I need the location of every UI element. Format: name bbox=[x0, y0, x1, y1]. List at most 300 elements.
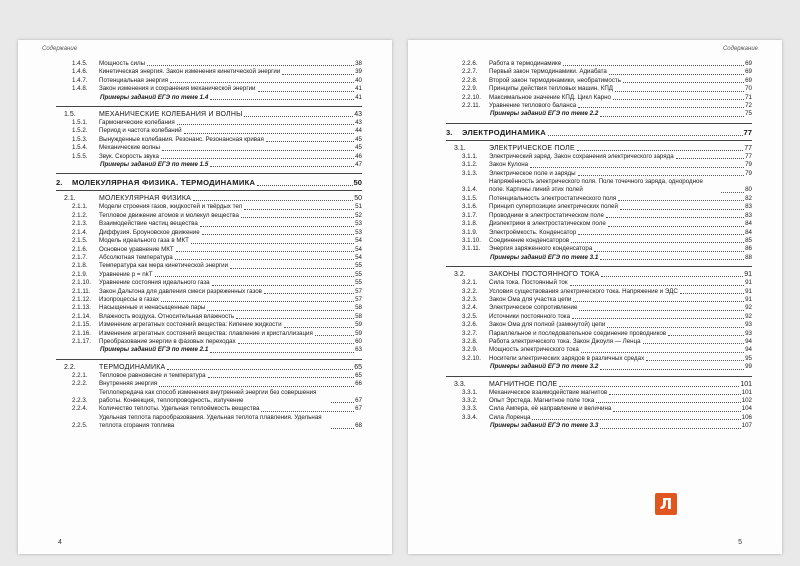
entry-title: Закон Ома для участка цепи bbox=[489, 295, 572, 303]
entry-page: 66 bbox=[355, 380, 362, 388]
entry-title: Кинетическая энергия. Закон изменения кинетической энергии bbox=[99, 68, 281, 76]
entry-number: 3.3.4. bbox=[462, 413, 478, 421]
section-divider bbox=[446, 123, 752, 124]
entry-title: МАГНИТНОЕ ПОЛЕ bbox=[489, 380, 558, 388]
toc-entry[interactable] bbox=[56, 296, 362, 304]
dot-leader bbox=[210, 352, 354, 353]
entry-number: 2.2. bbox=[64, 363, 76, 371]
entry-number: 2.1.1. bbox=[72, 203, 88, 211]
entry-page: 58 bbox=[355, 304, 362, 312]
toc-entry[interactable] bbox=[56, 136, 362, 144]
entry-number: 2.1.2. bbox=[72, 211, 88, 219]
entry-number: 3.1.4. bbox=[462, 186, 478, 194]
entry-title: Диэлектрики в электростатическом поле bbox=[489, 220, 606, 228]
dot-leader bbox=[170, 82, 354, 83]
entry-number: 1.5.3. bbox=[72, 135, 88, 143]
entry-number: 3.3. bbox=[454, 380, 466, 388]
toc-entry[interactable] bbox=[56, 262, 362, 270]
dot-leader bbox=[193, 200, 353, 201]
dot-leader bbox=[175, 259, 354, 260]
entry-page: 72 bbox=[745, 102, 752, 110]
dot-leader bbox=[284, 327, 355, 328]
entry-page: 57 bbox=[355, 295, 362, 303]
entry-number: 3.1.1. bbox=[462, 152, 478, 160]
toc-entry[interactable] bbox=[56, 414, 362, 431]
entry-number: 2.1.16. bbox=[72, 329, 91, 337]
toc-chapter[interactable] bbox=[446, 128, 752, 138]
toc-entry[interactable] bbox=[446, 178, 752, 195]
dot-leader bbox=[578, 234, 744, 235]
toc-entry[interactable] bbox=[56, 127, 362, 135]
dot-leader bbox=[200, 226, 354, 227]
entry-title: Максимальное значение КПД. Цикл Карно bbox=[489, 93, 611, 101]
toc-entry[interactable] bbox=[446, 414, 752, 422]
entry-title: Примеры заданий ЕГЭ по теме 1.4 bbox=[100, 93, 209, 101]
toc-examples[interactable] bbox=[56, 161, 362, 169]
toc-entry[interactable] bbox=[56, 119, 362, 127]
dot-leader bbox=[609, 74, 744, 75]
entry-number: 3.2.8. bbox=[462, 337, 478, 345]
entry-title: Принципы действия тепловых машин. КПД bbox=[489, 85, 613, 93]
entry-number: 2.1.15. bbox=[72, 321, 91, 329]
entry-title: МОЛЕКУЛЯРНАЯ ФИЗИКА. ТЕРМОДИНАМИКА bbox=[72, 178, 256, 188]
entry-number: 1.5.4. bbox=[72, 144, 88, 152]
entry-title: Потенциальность электростатического поля bbox=[489, 194, 617, 202]
dot-leader bbox=[680, 293, 744, 294]
dot-leader bbox=[609, 394, 740, 395]
dot-leader bbox=[623, 82, 744, 83]
toc-entry[interactable] bbox=[56, 313, 362, 321]
entry-page: 46 bbox=[355, 152, 362, 160]
toc-entry[interactable] bbox=[56, 279, 362, 287]
entry-page: 44 bbox=[355, 127, 362, 135]
entry-page: 67 bbox=[355, 397, 362, 404]
toc-entry[interactable] bbox=[446, 296, 752, 304]
toc-entry[interactable] bbox=[56, 321, 362, 329]
entry-title: ЭЛЕКТРОДИНАМИКА bbox=[462, 127, 546, 137]
entry-page: 55 bbox=[355, 262, 362, 270]
entry-number: 3.2.7. bbox=[462, 329, 478, 337]
entry-page: 94 bbox=[745, 346, 752, 354]
entry-title: Электрический заряд. Закон сохранения электрического заряда bbox=[489, 152, 674, 160]
entry-title: Мощность силы bbox=[99, 60, 146, 67]
toc-entry[interactable] bbox=[446, 288, 752, 296]
toc-examples[interactable] bbox=[446, 110, 752, 118]
dot-leader bbox=[615, 91, 744, 92]
entry-number: 2.1.17. bbox=[72, 337, 91, 345]
entry-title: Потенциальная энергия bbox=[99, 76, 169, 84]
entry-page: 79 bbox=[745, 169, 752, 177]
entry-page: 45 bbox=[355, 135, 362, 143]
dot-leader bbox=[721, 192, 744, 193]
toc-entry[interactable] bbox=[446, 220, 752, 228]
entry-title: Примеры заданий ЕГЭ по теме 3.2 bbox=[490, 363, 599, 371]
entry-title: Удельная теплота парообразования. Удельная теплота плавления. Удельная теплота сгорания топлива bbox=[99, 413, 322, 430]
toc-section[interactable] bbox=[56, 194, 362, 203]
toc-entry[interactable] bbox=[446, 102, 752, 110]
dot-leader bbox=[596, 402, 740, 403]
dot-leader bbox=[159, 386, 354, 387]
dot-leader bbox=[258, 91, 355, 92]
toc-entry[interactable] bbox=[446, 195, 752, 203]
entry-title: Звук. Скорость звука bbox=[99, 152, 159, 160]
entry-number: 2.1.3. bbox=[72, 220, 88, 228]
entry-number: 3.2.10. bbox=[462, 354, 481, 362]
entry-number: 2.1.10. bbox=[72, 279, 91, 287]
entry-page: 41 bbox=[355, 93, 362, 101]
entry-page: 51 bbox=[355, 203, 362, 211]
entry-title: Внутренняя энергия bbox=[99, 380, 158, 388]
entry-page: 92 bbox=[745, 312, 752, 320]
running-head: Содержание bbox=[42, 46, 78, 52]
entry-title: Теплопередача как способ изменения внутренней энергии без совершения работы. Конвекция, теплопроводность, излучение bbox=[99, 388, 317, 404]
toc-entry[interactable] bbox=[446, 397, 752, 405]
entry-page: 84 bbox=[745, 220, 752, 228]
entry-page: 83 bbox=[745, 211, 752, 219]
toc-entry[interactable] bbox=[446, 153, 752, 161]
entry-page: 60 bbox=[355, 337, 362, 345]
entry-title: Модели строения газов, жидкостей и твёрдых тел bbox=[99, 203, 243, 211]
toc-entry[interactable] bbox=[446, 229, 752, 237]
entry-number: 2.1.7. bbox=[72, 253, 88, 261]
toc-entry[interactable] bbox=[56, 372, 362, 380]
entry-page: 77 bbox=[743, 127, 752, 137]
entry-number: 1.4.7. bbox=[72, 76, 88, 84]
entry-title: Соединение конденсаторов bbox=[489, 236, 570, 244]
entry-number: 2.1.5. bbox=[72, 237, 88, 245]
entry-title: Уравнение p = nkT bbox=[99, 270, 153, 278]
dot-leader bbox=[571, 242, 744, 243]
entry-title: Электрическое сопротивление bbox=[489, 304, 578, 312]
toc-examples[interactable] bbox=[446, 422, 752, 430]
dot-leader bbox=[559, 386, 739, 387]
entry-number: 2.2.3. bbox=[72, 397, 88, 404]
entry-number: 3.3.1. bbox=[462, 388, 478, 396]
entry-number: 1.5.1. bbox=[72, 119, 88, 127]
entry-title: Изопроцессы в газах bbox=[99, 295, 160, 303]
entry-page: 91 bbox=[745, 279, 752, 287]
entry-number: 3.1.9. bbox=[462, 228, 478, 236]
entry-title: Сила Ампера, её направление и величина bbox=[489, 405, 612, 413]
dot-leader bbox=[578, 107, 744, 108]
toc-entry[interactable] bbox=[56, 68, 362, 76]
entry-title: Напряжённость электрического поля. Поле точечного заряда, однородное поле. Картины линий этих полей bbox=[489, 178, 703, 194]
entry-title: Изменение агрегатных состояний вещества: Кипение жидкости bbox=[99, 321, 282, 329]
toc-entry[interactable] bbox=[446, 321, 752, 329]
entry-title: Основное уравнение МКТ bbox=[99, 245, 174, 253]
entry-number: 3.2.4. bbox=[462, 304, 478, 312]
entry-page: 91 bbox=[744, 271, 752, 279]
dot-leader bbox=[202, 234, 354, 235]
entry-title: Примеры заданий ЕГЭ по теме 1.5 bbox=[100, 161, 209, 169]
toc-entry[interactable] bbox=[56, 85, 362, 93]
dot-leader bbox=[315, 335, 354, 336]
entry-page: 102 bbox=[741, 397, 752, 404]
entry-number: 2.1.12. bbox=[72, 295, 91, 303]
entry-title: Уравнение теплового баланса bbox=[489, 102, 577, 110]
entry-page: 79 bbox=[745, 161, 752, 169]
section-divider bbox=[446, 376, 752, 377]
entry-title: Закон Ома для полной (замкнутой) цепи bbox=[489, 321, 606, 329]
entry-page: 59 bbox=[355, 321, 362, 329]
toc-entry[interactable] bbox=[446, 304, 752, 312]
entry-number: 2.1.11. bbox=[72, 287, 91, 295]
entry-page: 53 bbox=[355, 228, 362, 236]
dot-leader bbox=[244, 116, 353, 117]
toc-entry[interactable] bbox=[446, 346, 752, 354]
toc-entry[interactable] bbox=[56, 220, 362, 228]
toc-entry[interactable] bbox=[56, 271, 362, 279]
entry-page: 59 bbox=[355, 329, 362, 337]
entry-title: Примеры заданий ЕГЭ по теме 2.2 bbox=[490, 110, 599, 118]
entry-page: 39 bbox=[355, 68, 362, 76]
toc-entry[interactable] bbox=[446, 279, 752, 287]
entry-title: Закон Кулона bbox=[489, 161, 529, 169]
entry-title: Тепловое равновесие и температура bbox=[99, 371, 206, 379]
dot-leader bbox=[161, 158, 354, 159]
dot-leader bbox=[530, 167, 744, 168]
dot-leader bbox=[613, 99, 744, 100]
entry-number: 3.2.3. bbox=[462, 295, 478, 303]
toc-entry[interactable] bbox=[56, 229, 362, 237]
entry-title: Температура как мера кинетической энергии bbox=[99, 262, 229, 270]
entry-page: 54 bbox=[355, 253, 362, 261]
entry-title: Мощность электрического тока bbox=[489, 346, 579, 354]
entry-page: 67 bbox=[355, 405, 362, 413]
toc-entry[interactable] bbox=[446, 212, 752, 220]
entry-title: Гармонические колебания bbox=[99, 119, 175, 127]
dot-leader bbox=[573, 301, 744, 302]
entry-title: МЕХАНИЧЕСКИЕ КОЛЕБАНИЯ И ВОЛНЫ bbox=[99, 111, 243, 119]
dot-leader bbox=[601, 276, 743, 277]
entry-page: 91 bbox=[745, 295, 752, 303]
entry-page: 52 bbox=[355, 211, 362, 219]
entry-title: Изменение агрегатных состояний вещества: плавление и кристаллизация bbox=[99, 329, 313, 337]
toc-entry[interactable] bbox=[446, 161, 752, 169]
toc-entry[interactable] bbox=[446, 94, 752, 102]
entry-number: 3.1.10. bbox=[462, 236, 481, 244]
entry-title: Источники постоянного тока bbox=[489, 312, 571, 320]
entry-title: Примеры заданий ЕГЭ по теме 2.1 bbox=[100, 346, 209, 354]
dot-leader bbox=[238, 343, 354, 344]
dot-leader bbox=[177, 124, 354, 125]
dot-leader bbox=[266, 141, 354, 142]
dot-leader bbox=[331, 428, 354, 429]
toc-entry[interactable] bbox=[446, 85, 752, 93]
dot-leader bbox=[331, 402, 354, 403]
entry-title: Электроёмкость. Конденсатор bbox=[489, 228, 577, 236]
entry-number: 3.2.2. bbox=[462, 287, 478, 295]
toc-entry[interactable] bbox=[56, 389, 362, 406]
toc-entry[interactable] bbox=[56, 77, 362, 85]
toc-entry[interactable] bbox=[446, 245, 752, 253]
toc-entry[interactable] bbox=[446, 338, 752, 346]
dot-leader bbox=[600, 428, 740, 429]
entry-title: Тепловое движение атомов и молекул вещества bbox=[99, 211, 239, 219]
toc-entry[interactable] bbox=[446, 203, 752, 211]
entry-number: 3.2.5. bbox=[462, 312, 478, 320]
toc-entry[interactable] bbox=[56, 246, 362, 254]
dot-leader bbox=[230, 268, 354, 269]
entry-number: 2.2.10. bbox=[462, 93, 481, 101]
entry-page: 43 bbox=[355, 119, 362, 127]
toc-entry[interactable] bbox=[56, 330, 362, 338]
dot-leader bbox=[161, 301, 354, 302]
entry-page: 101 bbox=[741, 388, 752, 396]
publisher-logo-icon: Л bbox=[655, 493, 677, 515]
entry-title: Работа электрического тока. Закон Джоуля — Ленца bbox=[489, 337, 641, 345]
toc-entry[interactable] bbox=[446, 60, 752, 68]
dot-leader bbox=[184, 133, 355, 134]
toc-entry[interactable] bbox=[56, 304, 362, 312]
entry-number: 2.2.9. bbox=[462, 85, 478, 93]
dot-leader bbox=[176, 251, 354, 252]
toc-examples[interactable] bbox=[56, 346, 362, 354]
entry-page: 88 bbox=[745, 253, 752, 261]
entry-page: 50 bbox=[354, 195, 362, 203]
dot-leader bbox=[579, 310, 744, 311]
entry-title: Условия существования электрического тока. Напряжение и ЭДС bbox=[489, 287, 678, 295]
toc-entry[interactable] bbox=[446, 237, 752, 245]
toc-entry[interactable] bbox=[56, 288, 362, 296]
section-divider bbox=[446, 266, 752, 267]
entry-page: 69 bbox=[745, 60, 752, 67]
entry-page: 95 bbox=[745, 354, 752, 362]
toc-entry[interactable] bbox=[446, 68, 752, 76]
toc-examples[interactable] bbox=[446, 363, 752, 371]
entry-page: 104 bbox=[741, 405, 752, 413]
dot-leader bbox=[620, 209, 744, 210]
entry-page: 55 bbox=[355, 270, 362, 278]
entry-page: 58 bbox=[355, 312, 362, 320]
entry-title: Закон изменения и сохранения механической энергии bbox=[99, 85, 256, 93]
toc-section[interactable] bbox=[446, 270, 752, 279]
entry-number: 2.1.13. bbox=[72, 304, 91, 312]
entry-page: 77 bbox=[744, 144, 752, 152]
entry-page: 54 bbox=[355, 245, 362, 253]
entry-page: 86 bbox=[745, 245, 752, 253]
toc-entry[interactable] bbox=[56, 338, 362, 346]
entry-number: 3.1.7. bbox=[462, 211, 478, 219]
entry-number: 2.2.11. bbox=[462, 102, 481, 110]
dot-leader bbox=[594, 251, 744, 252]
entry-title: Второй закон термодинамики, необратимость bbox=[489, 76, 621, 84]
entry-title: Принцип суперпозиции электрических полей bbox=[489, 203, 618, 211]
toc-entry[interactable] bbox=[446, 405, 752, 413]
entry-number: 2.1. bbox=[64, 195, 76, 203]
entry-title: ЗАКОНЫ ПОСТОЯННОГО ТОКА bbox=[489, 271, 600, 279]
entry-title: Опыт Эрстеда. Магнитное поле тока bbox=[489, 397, 595, 404]
toc-entry[interactable] bbox=[446, 330, 752, 338]
toc-entry[interactable] bbox=[56, 203, 362, 211]
dot-leader bbox=[236, 318, 354, 319]
entry-page: 70 bbox=[745, 85, 752, 93]
entry-number: 2.2.7. bbox=[462, 68, 478, 76]
entry-title: Первый закон термодинамики. Адиабата bbox=[489, 68, 607, 76]
dot-leader bbox=[155, 276, 355, 277]
dot-leader bbox=[606, 217, 744, 218]
entry-title: Диффузия. Броуновское движение bbox=[99, 228, 200, 236]
entry-number: 3.3.2. bbox=[462, 397, 478, 404]
entry-title: Насыщенные и ненасыщенные пары bbox=[99, 304, 206, 312]
dot-leader bbox=[162, 150, 354, 151]
entry-number: 1.4.5. bbox=[72, 60, 88, 67]
entry-page: 84 bbox=[745, 228, 752, 236]
dot-leader bbox=[668, 335, 744, 336]
dot-leader bbox=[578, 175, 745, 176]
toc-entry[interactable] bbox=[446, 389, 752, 397]
toc-entry[interactable] bbox=[56, 237, 362, 245]
dot-leader bbox=[577, 150, 743, 151]
entry-page: 47 bbox=[355, 161, 362, 169]
entry-page: 83 bbox=[745, 203, 752, 211]
dot-leader bbox=[191, 243, 354, 244]
entry-page: 85 bbox=[745, 236, 752, 244]
toc-entry[interactable] bbox=[56, 153, 362, 161]
dot-leader bbox=[676, 158, 744, 159]
entry-page: 93 bbox=[745, 321, 752, 329]
entry-page: 65 bbox=[355, 371, 362, 379]
entry-title: Модель идеального газа в МКТ bbox=[99, 237, 189, 245]
dot-leader bbox=[212, 285, 355, 286]
toc-section[interactable] bbox=[446, 380, 752, 389]
toc-entry[interactable] bbox=[56, 380, 362, 388]
toc-chapter[interactable] bbox=[56, 178, 362, 188]
toc-entry[interactable] bbox=[56, 60, 362, 68]
dot-leader bbox=[264, 293, 354, 294]
toc-section[interactable] bbox=[446, 144, 752, 153]
toc-entry[interactable] bbox=[446, 170, 752, 178]
entry-title: Электрическое поле и заряды bbox=[489, 169, 576, 177]
entry-number: 2.2.6. bbox=[462, 60, 478, 67]
entry-number: 2.1.9. bbox=[72, 270, 88, 278]
entry-page: 80 bbox=[745, 186, 752, 194]
toc-entry[interactable] bbox=[56, 254, 362, 262]
toc-entry[interactable] bbox=[56, 144, 362, 152]
entry-page: 92 bbox=[745, 304, 752, 312]
dot-leader bbox=[607, 327, 744, 328]
entry-number: 3.1.8. bbox=[462, 220, 478, 228]
toc-entry[interactable] bbox=[446, 313, 752, 321]
section-divider bbox=[56, 359, 362, 360]
toc-entry[interactable] bbox=[56, 212, 362, 220]
dot-leader bbox=[208, 377, 355, 378]
toc-examples[interactable] bbox=[56, 94, 362, 102]
entry-title: Вынужденные колебания. Резонанс. Резонансная кривая bbox=[99, 135, 264, 143]
dot-leader bbox=[563, 65, 744, 66]
dot-leader bbox=[210, 99, 354, 100]
entry-title: МОЛЕКУЛЯРНАЯ ФИЗИКА bbox=[99, 195, 192, 203]
toc-section[interactable] bbox=[56, 363, 362, 372]
toc-section[interactable] bbox=[56, 110, 362, 119]
toc-entry[interactable] bbox=[446, 77, 752, 85]
dot-leader bbox=[282, 74, 354, 75]
dot-leader bbox=[167, 369, 353, 370]
toc-entry[interactable] bbox=[446, 355, 752, 363]
entry-number: 1.4.6. bbox=[72, 68, 88, 76]
entry-number: 1.5.5. bbox=[72, 152, 88, 160]
entry-title: Абсолютная температура bbox=[99, 253, 173, 261]
dot-leader bbox=[581, 352, 744, 353]
entry-page: 57 bbox=[355, 287, 362, 295]
toc-examples[interactable] bbox=[446, 254, 752, 262]
entry-number: 2.1.14. bbox=[72, 312, 91, 320]
entry-page: 45 bbox=[355, 144, 362, 152]
toc-entry[interactable] bbox=[56, 405, 362, 413]
entry-title: Параллельное и последовательное соединение проводников bbox=[489, 329, 667, 337]
entry-number: 2. bbox=[56, 178, 63, 188]
entry-page: 69 bbox=[745, 76, 752, 84]
